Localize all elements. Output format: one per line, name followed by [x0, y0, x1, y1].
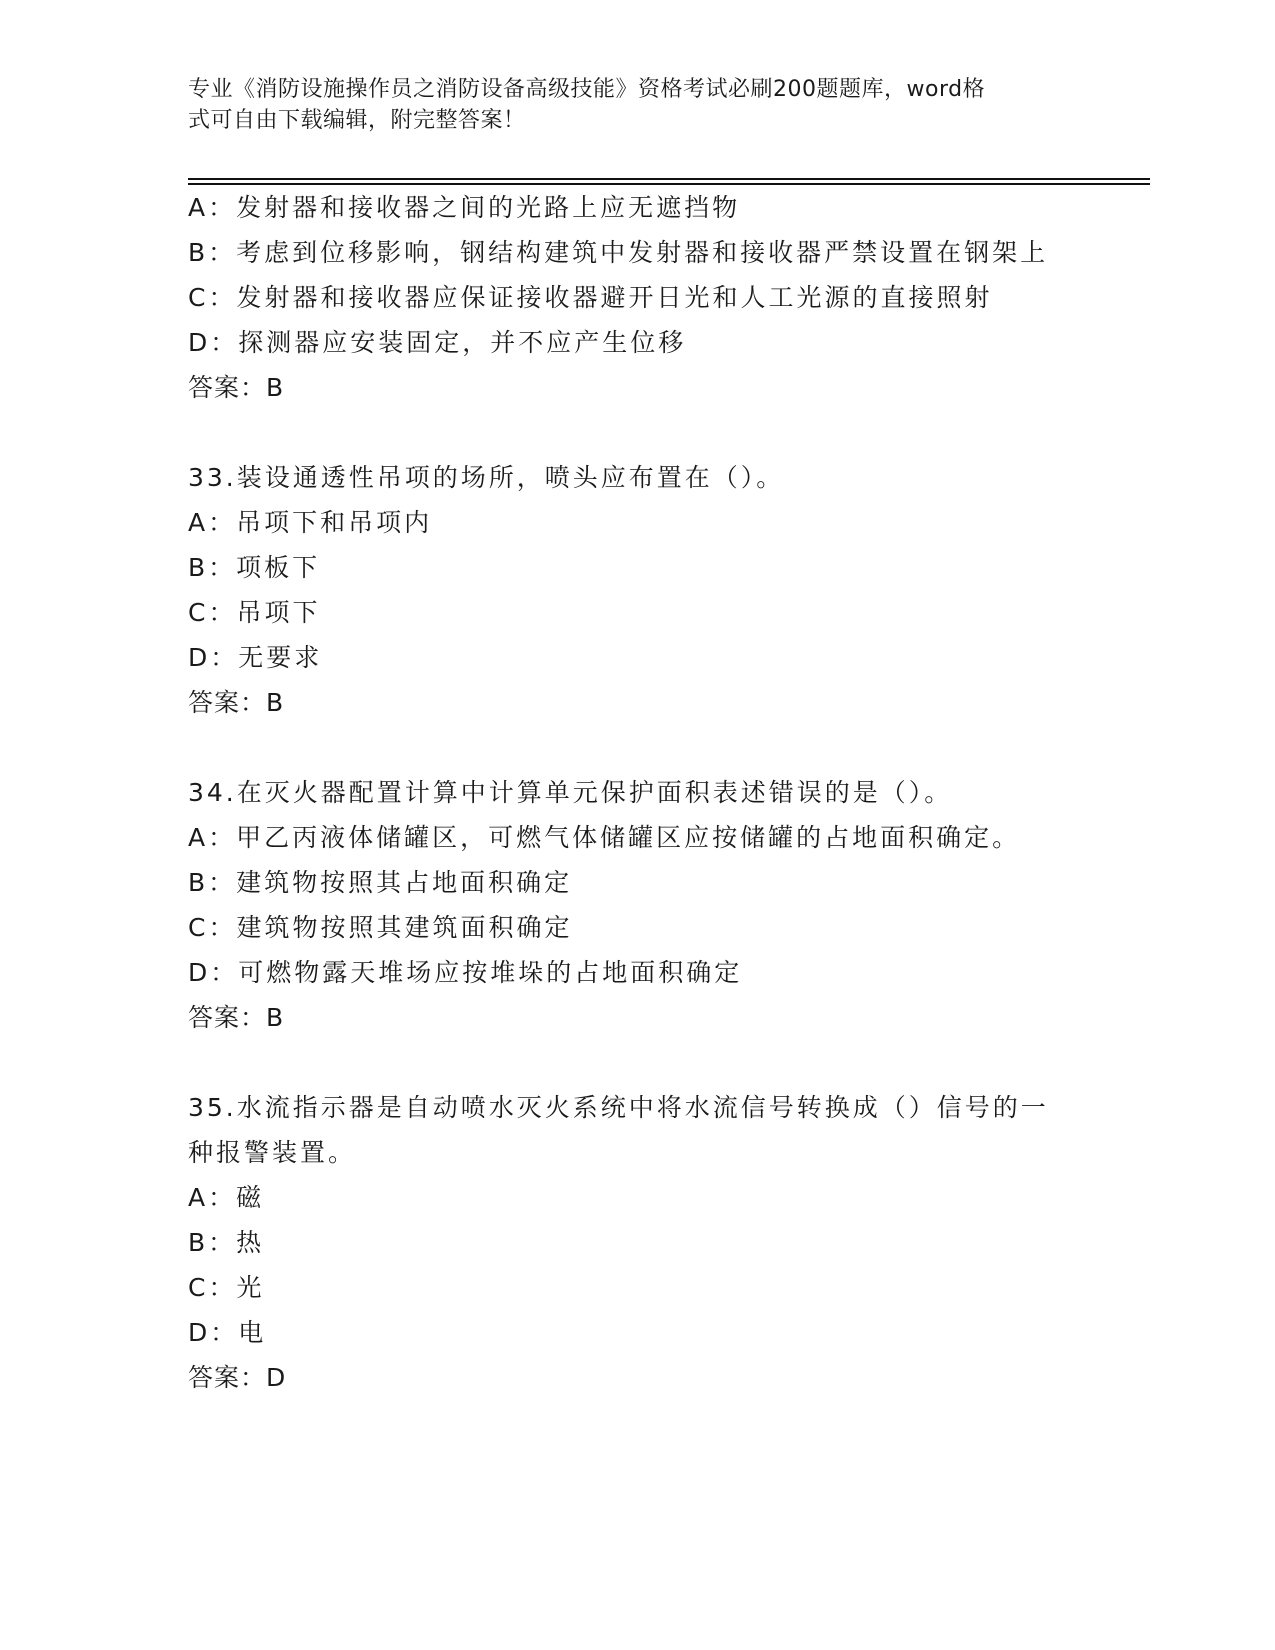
q32-answer: 答案：B [188, 373, 285, 402]
q34-option-a: A：甲乙丙液体储罐区，可燃气体储罐区应按储罐的占地面积确定。 [188, 823, 1021, 852]
q35-option-d: D：电 [188, 1318, 267, 1347]
header-line-2: 式可自由下载编辑，附完整答案！ [188, 108, 526, 133]
q33-option-c: C：吊项下 [188, 598, 321, 627]
document-header [188, 74, 1068, 136]
q35-option-b: B：热 [188, 1228, 265, 1257]
q34-option-c: C：建筑物按照其建筑面积确定 [188, 913, 573, 942]
q33-option-d: D：无要求 [188, 643, 323, 672]
q32-option-b: B：考虑到位移影响，钢结构建筑中发射器和接收器严禁设置在钢架上 [188, 238, 1049, 267]
q34-option-d: D：可燃物露天堆场应按堆垛的占地面积确定 [188, 958, 743, 987]
header-line-1: 专业《消防设施操作员之消防设备高级技能》资格考试必刷200题题库，word格 [188, 77, 986, 102]
q33-answer: 答案：B [188, 688, 285, 717]
q32-option-c: C：发射器和接收器应保证接收器避开日光和人工光源的直接照射 [188, 283, 993, 312]
q33-option-a: A：吊项下和吊项内 [188, 508, 433, 537]
header-divider-top [188, 178, 1150, 180]
q35-option-c: C：光 [188, 1273, 265, 1302]
q35-option-a: A：磁 [188, 1183, 265, 1212]
q33-stem: 33.装设通透性吊项的场所，喷头应布置在（）。 [188, 463, 785, 492]
q35-stem-line-1: 35.水流指示器是自动喷水灭火系统中将水流信号转换成（）信号的一 [188, 1093, 1049, 1122]
q32-option-d: D：探测器应安装固定，并不应产生位移 [188, 328, 687, 357]
q33-option-b: B：项板下 [188, 553, 321, 582]
q35-answer: 答案：D [188, 1363, 287, 1392]
header-divider-bottom [188, 183, 1150, 185]
q34-stem: 34.在灭火器配置计算中计算单元保护面积表述错误的是（）。 [188, 778, 953, 807]
q34-option-b: B：建筑物按照其占地面积确定 [188, 868, 573, 897]
q34-answer: 答案：B [188, 1003, 285, 1032]
q32-option-a: A：发射器和接收器之间的光路上应无遮挡物 [188, 193, 741, 222]
q35-stem-line-2: 种报警装置。 [188, 1138, 357, 1167]
